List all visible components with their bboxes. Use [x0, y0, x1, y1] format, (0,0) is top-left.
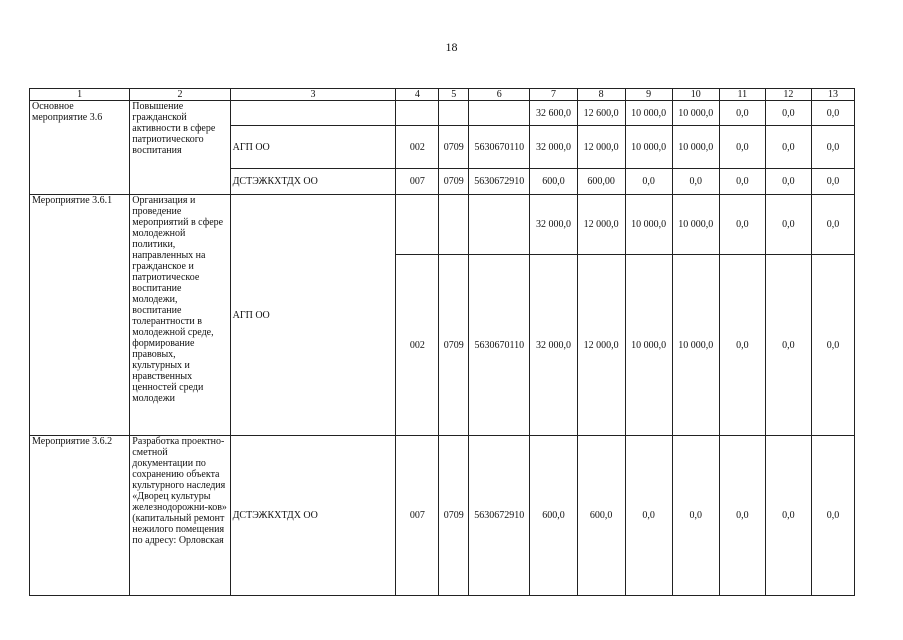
table-cell: 10 000,0 — [625, 255, 672, 436]
table-cell: 0,0 — [672, 169, 719, 195]
column-header: 1 — [30, 89, 130, 101]
activity-description: Организация и проведение мероприятий в сфере молодежной политики, направленных на гражданское и патриотическое воспитание молодежи, воспитание толерантности в молодежной среде, формирование правовых, культурных и нравственных ценностей среди молодежи — [130, 195, 230, 436]
column-header: 5 — [439, 89, 469, 101]
activity-description: Разработка проектно-сметной документации по сохранению объекта культурного наследия «Дворец культуры железнодорожни-ков» (капитальный ремонт нежилого помещения по адресу: Орловская — [130, 436, 230, 596]
column-header: 10 — [672, 89, 719, 101]
table-cell: 0,0 — [765, 169, 811, 195]
executor-cell — [230, 101, 396, 126]
table-cell — [469, 101, 530, 126]
column-header: 8 — [577, 89, 625, 101]
table-cell: 0,0 — [719, 255, 765, 436]
table-cell: 12 000,0 — [577, 195, 625, 255]
table-cell: 007 — [396, 436, 439, 596]
table-cell: 0709 — [439, 126, 469, 169]
column-number-row — [30, 89, 855, 101]
table-cell: 10 000,0 — [625, 101, 672, 126]
table-cell: 002 — [396, 255, 439, 436]
table-cell: 32 600,0 — [530, 101, 577, 126]
table-row — [30, 436, 855, 596]
table-cell: 0,0 — [811, 169, 854, 195]
executor-cell: ДСТЭЖКХТДХ ОО — [230, 436, 396, 596]
table-cell: 10 000,0 — [672, 101, 719, 126]
column-header: 13 — [811, 89, 854, 101]
table-cell: 600,0 — [530, 169, 577, 195]
table-cell: 0,0 — [765, 436, 811, 596]
table-cell: 600,0 — [577, 436, 625, 596]
table-cell: 0,0 — [765, 255, 811, 436]
table-cell: 5630670110 — [469, 126, 530, 169]
table-cell: 0709 — [439, 169, 469, 195]
table-cell: 0,0 — [765, 195, 811, 255]
executor-cell: АГП ОО — [230, 195, 396, 436]
table-row — [30, 195, 855, 255]
table-cell: 600,00 — [577, 169, 625, 195]
table-cell: 32 000,0 — [530, 255, 577, 436]
table-cell: 0,0 — [672, 436, 719, 596]
column-header: 2 — [130, 89, 230, 101]
table-cell: 0,0 — [719, 169, 765, 195]
table-cell: 32 000,0 — [530, 126, 577, 169]
table-cell: 0,0 — [719, 436, 765, 596]
table-cell — [469, 195, 530, 255]
table-cell: 007 — [396, 169, 439, 195]
table-cell: 10 000,0 — [672, 255, 719, 436]
budget-table — [29, 88, 855, 596]
column-header: 12 — [765, 89, 811, 101]
activity-name: Мероприятие 3.6.2 — [30, 436, 130, 596]
table-cell — [396, 101, 439, 126]
table-cell: 0,0 — [719, 195, 765, 255]
executor-cell: ДСТЭЖКХТДХ ОО — [230, 169, 396, 195]
table-cell: 0,0 — [811, 126, 854, 169]
table-cell — [439, 195, 469, 255]
table-row — [30, 101, 855, 126]
table-cell: 0709 — [439, 436, 469, 596]
column-header: 6 — [469, 89, 530, 101]
table-cell: 0,0 — [625, 436, 672, 596]
column-header: 4 — [396, 89, 439, 101]
activity-name: Основное мероприятие 3.6 — [30, 101, 130, 195]
column-header: 9 — [625, 89, 672, 101]
table-cell: 12 600,0 — [577, 101, 625, 126]
table-cell: 0,0 — [811, 255, 854, 436]
table-cell: 0709 — [439, 255, 469, 436]
table-cell: 0,0 — [719, 101, 765, 126]
column-header: 3 — [230, 89, 396, 101]
table-cell: 0,0 — [765, 101, 811, 126]
table-cell: 0,0 — [811, 195, 854, 255]
executor-cell: АГП ОО — [230, 126, 396, 169]
column-header: 7 — [530, 89, 577, 101]
table-cell — [396, 195, 439, 255]
table-cell: 5630672910 — [469, 436, 530, 596]
activity-description: Повышение гражданской активности в сфере патриотического воспитания — [130, 101, 230, 195]
table-cell: 10 000,0 — [672, 126, 719, 169]
page-number: 18 — [445, 40, 458, 54]
activity-name: Мероприятие 3.6.1 — [30, 195, 130, 436]
table-cell: 12 000,0 — [577, 126, 625, 169]
table-cell: 5630672910 — [469, 169, 530, 195]
table-cell: 12 000,0 — [577, 255, 625, 436]
table-cell: 32 000,0 — [530, 195, 577, 255]
table-cell: 0,0 — [625, 169, 672, 195]
table-cell: 600,0 — [530, 436, 577, 596]
table-cell: 002 — [396, 126, 439, 169]
table-cell: 10 000,0 — [672, 195, 719, 255]
table-cell: 0,0 — [811, 436, 854, 596]
table-cell — [439, 101, 469, 126]
column-header: 11 — [719, 89, 765, 101]
table-cell: 10 000,0 — [625, 126, 672, 169]
table-cell: 5630670110 — [469, 255, 530, 436]
table-cell: 10 000,0 — [625, 195, 672, 255]
table-cell: 0,0 — [811, 101, 854, 126]
table-cell: 0,0 — [765, 126, 811, 169]
table-cell: 0,0 — [719, 126, 765, 169]
